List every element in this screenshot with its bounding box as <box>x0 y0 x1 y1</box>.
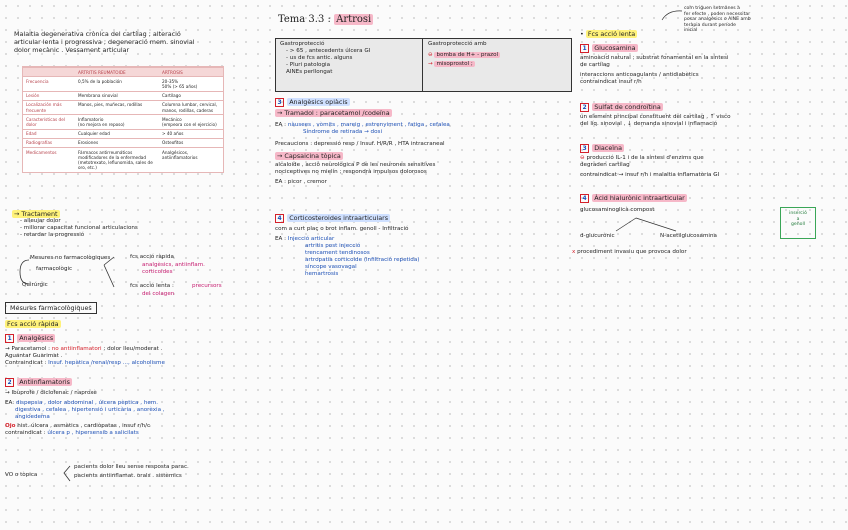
section-title: 3 Diaceïna <box>580 144 719 153</box>
diaceina-line: ⊖ producció IL-1 i de la síntesi d'enzims que <box>580 155 704 161</box>
analgesics-line: Contraindicat : Insuf. hepàtica /renal/resp ..., alcoholisme <box>5 360 165 366</box>
section-title: 4 Corticosteroides intraarticulars <box>275 214 419 223</box>
number-badge: 2 <box>5 378 14 387</box>
box-right-item: → misoprostol ; <box>428 61 473 67</box>
antiinflam-ea-line: angioedema <box>15 414 50 420</box>
tractament-item: - retardar la progressió <box>20 232 85 238</box>
table-cell: Radiografías <box>23 138 75 147</box>
table-cell: Edad <box>23 129 75 138</box>
table-header-cell: ARTRITIS REUMATOIDE <box>75 68 159 77</box>
cortico-ea: EA : Injecció articular <box>275 236 335 242</box>
table-cell: Fármacos antirreumáticos modificadores de la enfermedad (metotrexato, leflunomida, sales de oro, etc.) <box>75 148 159 172</box>
table-cell: Cualquier edad <box>75 129 159 138</box>
cortico-ea-item: artritis post injecció <box>305 243 361 249</box>
tramadol-line: → Tramadol : paracetamol /codeïna <box>277 109 390 117</box>
glucosamina-line: aminoàcid natural ; substrat fonamental en la síntesi <box>580 55 729 61</box>
bracket-icon <box>14 258 34 288</box>
table-cell: Osteofitos <box>159 138 223 147</box>
fcs-lenta-note: del colagen <box>142 291 175 297</box>
table-cell: Columna lumbar, cervical, manos, rodillas, caderas <box>159 100 223 114</box>
glucosamina-line: contraindicat insuf r/h <box>580 79 642 85</box>
arrow-icon: → <box>428 61 435 67</box>
cortico-ea-item: trencament tendinosos <box>305 250 370 256</box>
antiinflam-ea-line: digestiva , cefalea , hipertensió i urticària , anorèxia , <box>15 407 165 413</box>
table-cell: Membrana sinovial <box>75 91 159 100</box>
arrow-icon <box>658 8 684 24</box>
corticosteroides-section <box>275 214 419 278</box>
diaceina-section <box>580 144 719 179</box>
box-left-item: - us de fcs antic. alguns <box>286 55 353 61</box>
number-badge: 1 <box>580 44 589 53</box>
vo-topica: VO o tòpica <box>5 472 38 478</box>
fcs-rapida-label: fcs acció ràpida <box>130 254 174 260</box>
capsaicina-text: alcaloide , acció neurològica P de les neurones sensitives <box>275 162 436 168</box>
number-badge: 2 <box>580 103 589 112</box>
table-row <box>23 129 223 138</box>
section-title: 1 Analgèsics <box>5 334 165 343</box>
table-cell: Características del dolor <box>23 115 75 129</box>
fcs-rapida-list: corticoides <box>142 269 173 275</box>
vo-item: pacients antiinflamat. orals . sistèmics <box>74 473 182 479</box>
glucosamina-line: de cartílag <box>580 62 610 68</box>
genoll-sticker <box>780 207 816 239</box>
cortico-ea-item: síncope vasovagal <box>305 264 357 270</box>
comparison-table <box>22 66 224 173</box>
table-row <box>23 77 223 91</box>
table-cell: Erosiones <box>75 138 159 147</box>
intro-block <box>14 30 195 54</box>
ojo-line: Ojo hist. úlcera , asmàtics , cardiòpatas , insuf r/h/c <box>5 423 151 429</box>
section-title: 2 Sulfat de condroïtina <box>580 103 731 112</box>
box-left-item: - > 65 , antecedents úlcera GI <box>286 48 371 54</box>
table-cell: > 40 años <box>159 129 223 138</box>
capsaicina-ea: EA : picor , cremor <box>275 179 327 185</box>
box-right-title: Gastroprotecció amb <box>428 41 487 47</box>
table-row <box>23 138 223 147</box>
mesures-no-farmaco: Mesures no farmacològiques <box>30 255 111 261</box>
fcs-rapida-list: analgèsics, antiinflam. <box>142 262 205 268</box>
tramadol-ea-line: Síndrome de retirada → dosi <box>303 129 382 135</box>
fcs-lenta-heading: • Fcs acció lenta <box>580 30 636 38</box>
box-divider <box>422 39 423 91</box>
tractament-item: - millorar capacitat funcional articulacions <box>20 225 138 231</box>
hialuronic-section <box>580 194 687 214</box>
sticker-line: inserció <box>789 211 807 216</box>
table-cell: Analgésicos, antiinflamatorios <box>159 148 223 172</box>
table-header-cell <box>23 68 75 77</box>
antiinflam-ea: EA: dispepsia , dolor abdominal , úlcera pèptica , hem. <box>5 400 159 406</box>
table-row <box>23 115 223 129</box>
number-badge: 4 <box>275 214 284 223</box>
condroitina-section <box>580 103 731 128</box>
section-title: 3 Analgèsics opiàcis <box>275 98 450 107</box>
intro-line: Malaltia degenerativa crònica del cartílag ; alteració <box>14 30 181 38</box>
section-title: 1 Glucosamina <box>580 44 728 53</box>
contraindicat-line: contraindicat : úlcera p , hipersensib a salicilats <box>5 430 139 436</box>
note-line: fer efecte , poden necessitar <box>684 11 751 17</box>
condroitina-line: del líq. sinovial , ↓ demanda sinovial i inflamació <box>580 121 718 127</box>
fcs-lenta-label: fcs acció lenta : <box>130 283 174 289</box>
circle-icon: ⊖ <box>580 155 587 161</box>
box-left-item: AINEs perllongat <box>286 69 333 75</box>
intro-line: articular lenta i progressiva ; degeneració mem. sinovial <box>14 38 195 46</box>
mesures-box: Mesures farmacològiques <box>5 302 97 314</box>
tractament-item: - alleujar dolor <box>20 218 61 224</box>
number-badge: 3 <box>275 98 284 107</box>
antiinflamatoris-section <box>5 378 165 437</box>
box-right <box>428 41 500 68</box>
table-cell: Medicamentos <box>23 148 75 172</box>
bracket-icon <box>100 253 130 293</box>
hialuronic-component: d-glucurònic <box>580 233 615 239</box>
table-row <box>23 148 223 172</box>
condroitina-line: un element principal constituent del cartílag , ↑ visco <box>580 114 731 120</box>
section-title: 2 Antiinflamatoris <box>5 378 165 387</box>
capsaicina-text: nociceptives no mielín ; respondrà impulsos dolorosos <box>275 169 427 175</box>
precaucions-line: Precaucions : depressió resp / Insuf. H/R/R , HTA intracraneal <box>275 141 445 147</box>
glucosamina-section <box>580 44 728 86</box>
intro-line: dolor mecànic . Vessament articular <box>14 46 130 54</box>
analgesics-section <box>5 334 165 367</box>
fcs-lenta-note: precursors <box>192 283 222 289</box>
note-line: posar analgèsics o AINE amb <box>684 17 751 23</box>
rapides-heading: Fcs acció ràpida <box>7 320 59 328</box>
table-cell: Lesión <box>23 91 75 100</box>
analgesics-line: → Paracetamol : no antiinflamatori ; dolor lleu/moderat . <box>5 346 163 352</box>
box-right-item: ⊖ bomba de H+ - prazol <box>428 52 499 58</box>
note-line: teràpia durant període <box>684 22 736 28</box>
number-badge: 4 <box>580 194 589 203</box>
table-header-cell: ARTROSIS <box>159 68 223 77</box>
hialuronic-proc: x procediment invasiu que provoca dolor <box>572 249 687 255</box>
analgesics-line: Aguantar Guarimat . <box>5 353 63 359</box>
sticker-line: a <box>796 216 800 222</box>
circle-icon: ⊖ <box>428 52 435 58</box>
table-row <box>23 100 223 114</box>
tractament-block <box>12 210 138 239</box>
section-title: 4 Àcid hialurònic intraarticular <box>580 194 687 203</box>
table-cell: Localización más frecuente <box>23 100 75 114</box>
opiacis-section <box>275 98 450 186</box>
capsaicina-line: → Capsaicina tòpica <box>277 152 341 160</box>
box-left-title: Gastroprotecció <box>280 41 325 47</box>
tractament-heading: → Tractament <box>14 210 58 218</box>
note-line: inicial <box>684 28 698 34</box>
right-note <box>684 6 751 34</box>
diaceina-line: contraindicat → insuf r/h i malaltia inflamatòria GI <box>580 172 720 178</box>
table-cell: Mecánico (empeora con el ejercicio) <box>159 115 223 129</box>
number-badge: 3 <box>580 144 589 153</box>
table-header-row <box>23 68 223 77</box>
quirurgic-label: Quirúrgic <box>22 282 48 288</box>
hialuronic-line: glucosaminoglicà compost <box>580 207 655 213</box>
table-cell: Inflamatorio (no mejora en reposo) <box>75 115 159 129</box>
diaceina-line: degraden cartílag <box>580 162 630 168</box>
tramadol-ea: EA : nàusees , vòmits , mareig , estrenyiment , fatiga , cefalea <box>275 122 450 128</box>
vo-item: pacients dolor lleu sense resposta parac. <box>74 464 189 470</box>
table-row <box>23 91 223 100</box>
bracket-icon <box>62 464 72 484</box>
table-cell: Manos, pies, muñecas, rodillas <box>75 100 159 114</box>
hialuronic-component: N-acetilglucosamina <box>660 233 717 239</box>
table-cell: 0,5% de la población <box>75 77 159 91</box>
box-left <box>280 41 370 76</box>
table-cell: Cartílago <box>159 91 223 100</box>
cortico-line: com a curt plaç o brot inflam. genoll - Infiltració <box>275 226 409 232</box>
number-badge: 1 <box>5 334 14 343</box>
artritis-artrosis-table <box>23 67 223 172</box>
cortico-ea-item: hemartrosis <box>305 271 339 277</box>
table-cell: Frecuencia <box>23 77 75 91</box>
page-title: Tema 3.3 : Artrosi <box>278 14 372 25</box>
table-cell: 20-35% 50% (> 65 años) <box>159 77 223 91</box>
cortico-ea-item: artropatia corticoide (infiltració repetida) <box>305 257 420 263</box>
farmacologic-label: farmacològic <box>36 266 73 272</box>
gastroproteccio-box <box>275 38 572 92</box>
antiinflam-line: → Ibuprofè / diclofenac / naproxè <box>5 390 97 396</box>
sticker-line: genoll <box>790 222 806 227</box>
note-line: com triguen setmanes a <box>684 6 740 11</box>
box-left-item: - Pluri patologia <box>286 62 331 68</box>
glucosamina-line: interaccions anticoagulants / antidiabètics <box>580 72 699 78</box>
